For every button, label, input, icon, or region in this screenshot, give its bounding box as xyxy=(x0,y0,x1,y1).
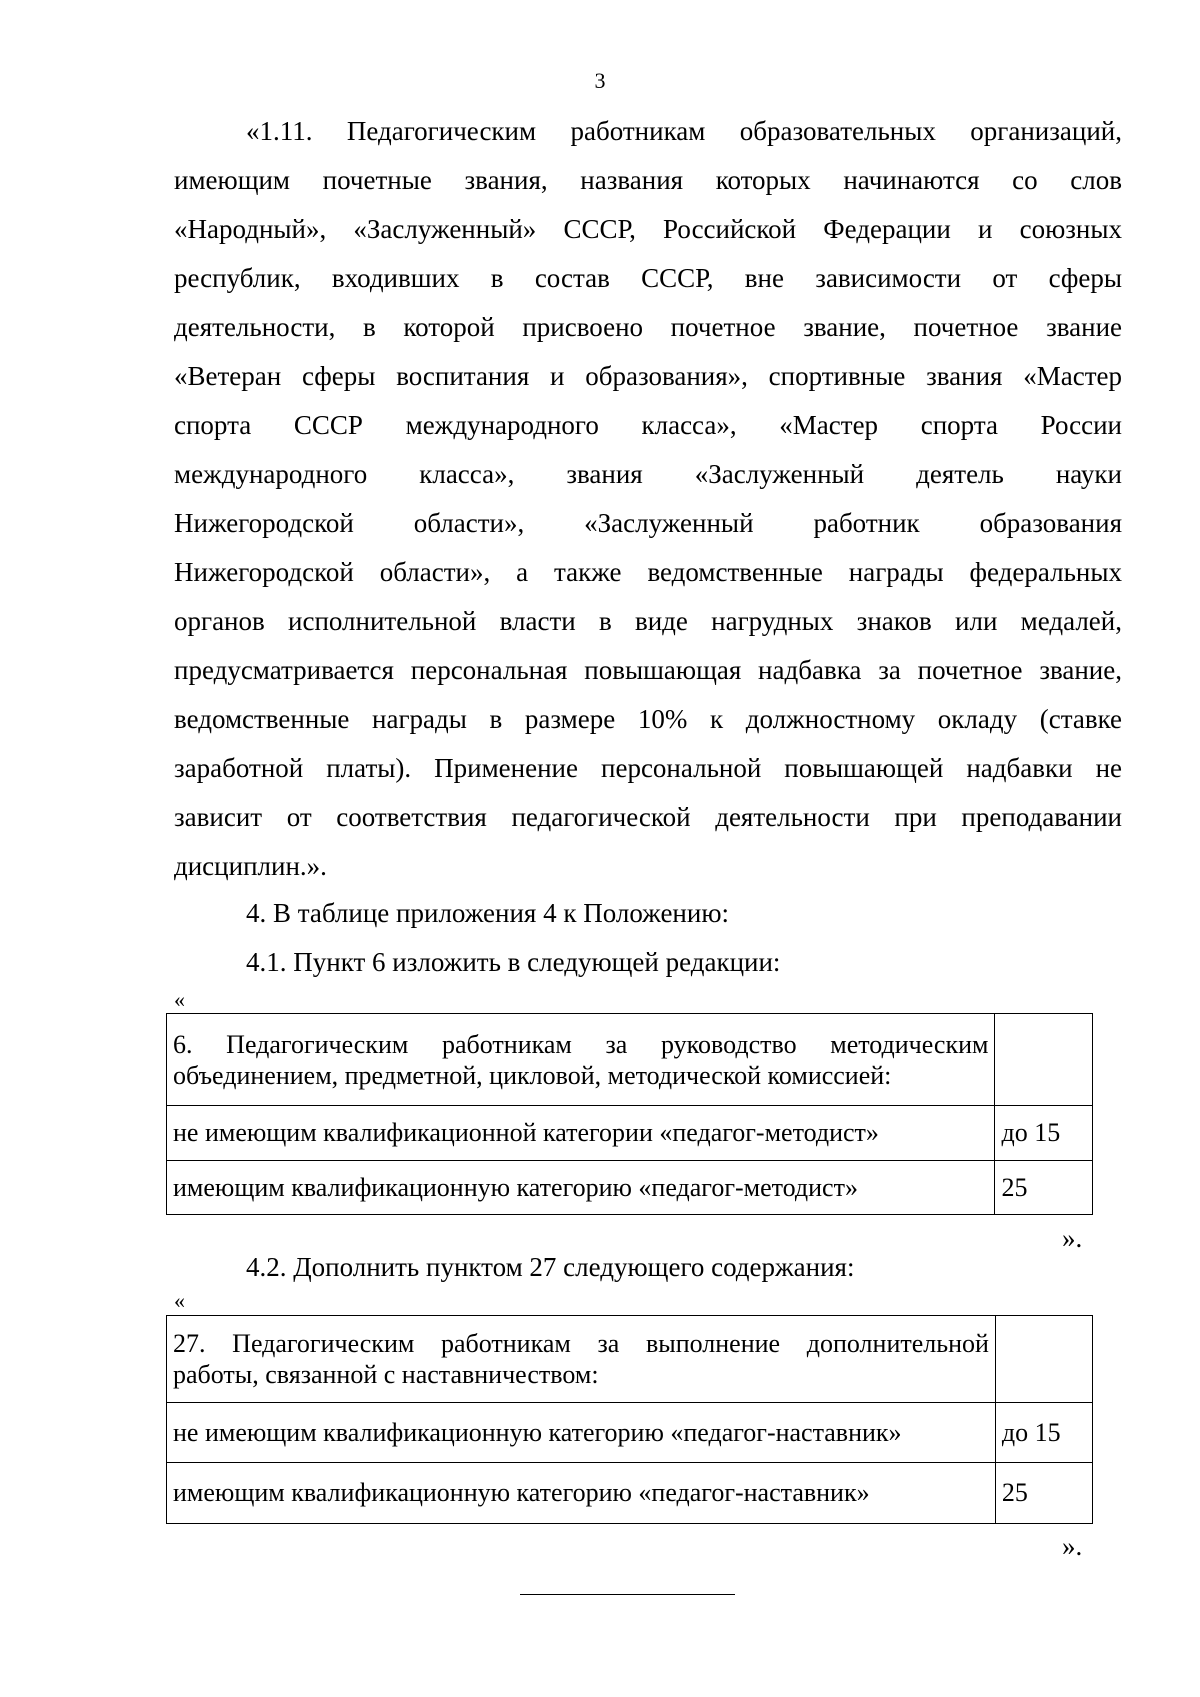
clause-1-11 xyxy=(174,107,1122,891)
table-row xyxy=(167,1463,1093,1524)
table-label-cell: не имеющим квалификационной категории «педагог-методист» xyxy=(167,1106,995,1161)
end-separator-line xyxy=(520,1594,735,1595)
clause-line: «Ветеран сферы воспитания и образования», спортивные звания «Мастер xyxy=(174,361,1122,391)
table-value-cell: 25 xyxy=(995,1463,1092,1524)
table-row xyxy=(167,1161,1093,1215)
table-row xyxy=(167,1403,1093,1463)
clause-line: дисциплин.». xyxy=(174,851,327,881)
table-value-cell: до 15 xyxy=(995,1403,1092,1463)
table-header-cell xyxy=(167,1014,995,1106)
table-label-cell: имеющим квалификационную категорию «педагог-методист» xyxy=(167,1161,995,1215)
page-number: 3 xyxy=(594,68,606,93)
table-row xyxy=(167,1316,1093,1403)
table-row xyxy=(167,1106,1093,1161)
opening-quote: « xyxy=(174,1288,185,1313)
table-row xyxy=(167,1014,1093,1106)
clause-line: имеющим почетные звания, названия которых начинаются со слов xyxy=(174,165,1122,195)
clause-line: «Народный», «Заслуженный» СССР, Российской Федерации и союзных xyxy=(174,214,1122,244)
clause-line: ведомственные награды в размере 10% к должностному окладу (ставке xyxy=(174,704,1122,734)
clause-line: предусматривается персональная повышающая надбавка за почетное звание, xyxy=(174,655,1122,685)
clause-line: органов исполнительной власти в виде нагрудных знаков или медалей, xyxy=(174,606,1122,636)
opening-quote: « xyxy=(174,987,185,1012)
item-4: 4. В таблице приложения 4 к Положению: xyxy=(246,898,730,928)
table-label-cell: не имеющим квалификационную категорию «педагог-наставник» xyxy=(167,1403,996,1463)
header-line: 6. Педагогическим работникам за руководство методическим xyxy=(173,1029,989,1059)
clause-line: заработной платы). Применение персональной повышающей надбавки не xyxy=(174,753,1122,783)
clause-line: зависит от соответствия педагогической деятельности при преподавании xyxy=(174,802,1122,832)
clause-line: международного класса», звания «Заслуженный деятель науки xyxy=(174,459,1122,489)
table-header-cell xyxy=(167,1316,996,1403)
clause-line: спорта СССР международного класса», «Мастер спорта России xyxy=(174,410,1122,440)
table-value-cell xyxy=(995,1316,1092,1403)
table-item-6 xyxy=(166,1013,1093,1215)
header-line: объединением, предметной, цикловой, методической комиссией: xyxy=(173,1060,892,1090)
clause-line: деятельности, в которой присвоено почетное звание, почетное звание xyxy=(174,312,1122,342)
closing-quote: ». xyxy=(1062,1223,1083,1253)
header-line: 27. Педагогическим работникам за выполнение дополнительной xyxy=(173,1329,989,1358)
table-item-27 xyxy=(166,1315,1093,1524)
clause-line: республик, входивших в состав СССР, вне зависимости от сферы xyxy=(174,263,1122,293)
item-4-1: 4.1. Пункт 6 изложить в следующей редакции: xyxy=(246,947,781,977)
table-value-cell xyxy=(995,1014,1093,1106)
table-value-cell: до 15 xyxy=(995,1106,1093,1161)
clause-line: Нижегородской области», а также ведомственные награды федеральных xyxy=(174,557,1122,587)
header-line: работы, связанной с наставничеством: xyxy=(173,1360,599,1389)
table-value-cell: 25 xyxy=(995,1161,1093,1215)
table-label-cell: имеющим квалификационную категорию «педагог-наставник» xyxy=(167,1463,996,1524)
closing-quote: ». xyxy=(1062,1531,1083,1561)
clause-line: Нижегородской области», «Заслуженный работник образования xyxy=(174,508,1122,538)
item-4-2: 4.2. Дополнить пунктом 27 следующего содержания: xyxy=(246,1252,855,1282)
clause-line: «1.11. Педагогическим работникам образовательных организаций, xyxy=(246,116,1122,146)
